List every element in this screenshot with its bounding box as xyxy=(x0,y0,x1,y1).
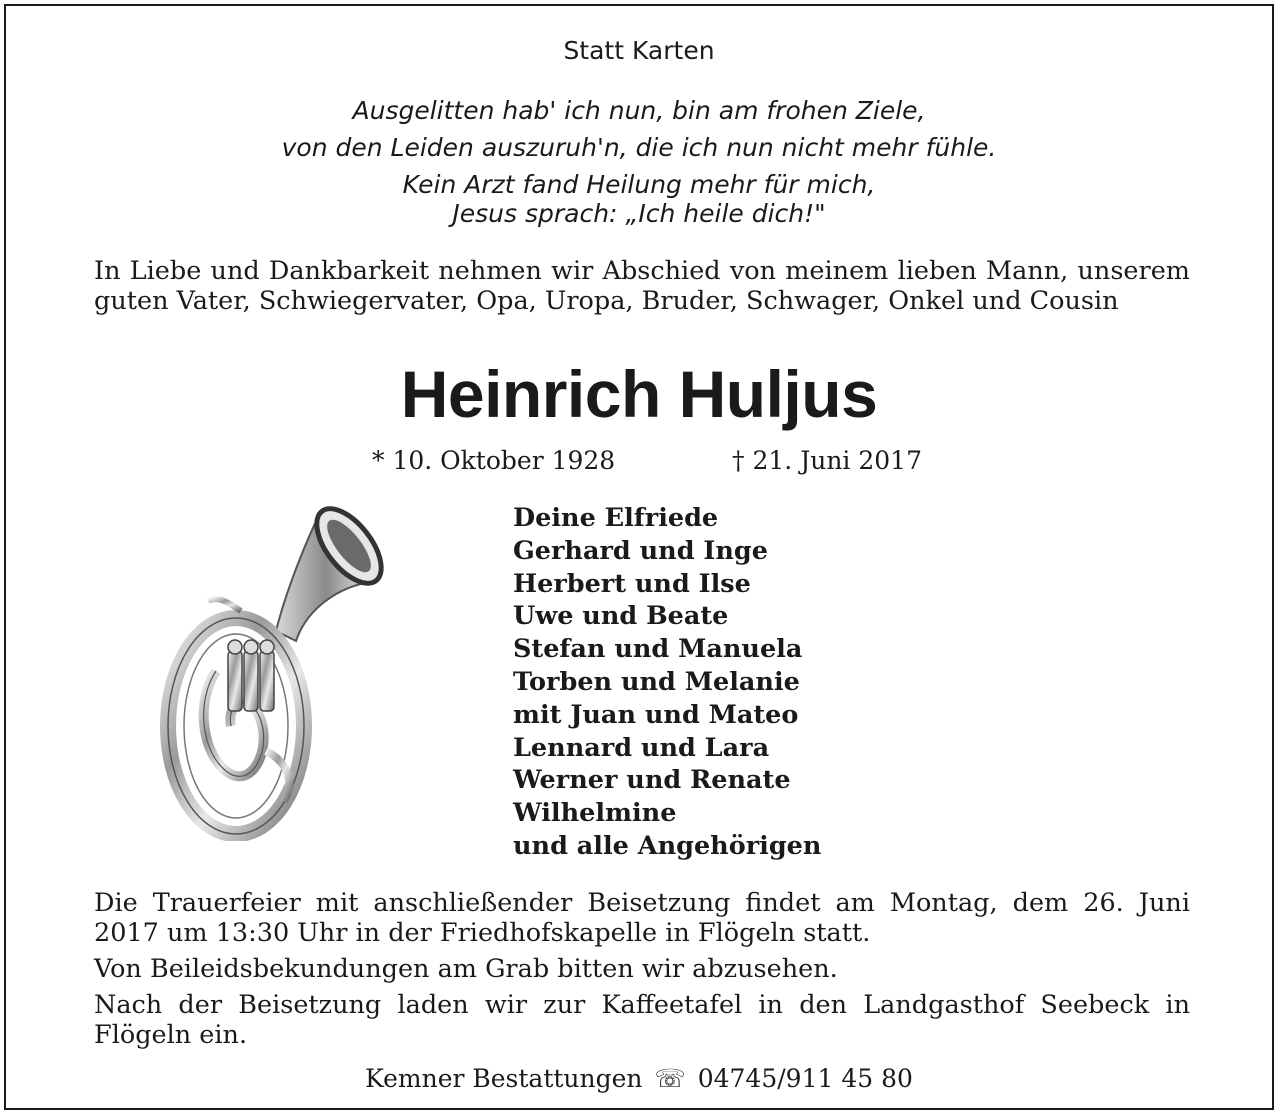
undertaker-footer xyxy=(6,1064,1272,1093)
condolence-note: Von Beileidsbekundungen am Grab bitten wir abzusehen. xyxy=(94,954,838,984)
undertaker-name: Kemner Bestattungen xyxy=(365,1064,643,1093)
mourner-entry: und alle Angehörigen xyxy=(513,830,822,861)
mourner-entry: Herbert und Ilse xyxy=(513,568,751,599)
mourner-entry: Lennard und Lara xyxy=(513,732,770,763)
coffee-invitation: Nach der Beisetzung laden wir zur Kaffeetafel in den Landgasthof Seebeck in Flögeln ein. xyxy=(94,990,1190,1050)
poem xyxy=(6,92,1272,232)
birth-date: * 10. Oktober 1928 xyxy=(372,446,616,475)
mourners-list xyxy=(513,502,821,863)
mourner-entry: Deine Elfriede xyxy=(513,503,719,533)
obituary-notice xyxy=(4,4,1274,1110)
death-date: † 21. Juni 2017 xyxy=(732,446,922,475)
phone-icon: ☏ xyxy=(654,1064,686,1093)
poem-line: Kein Arzt fand Heilung mehr für mich, xyxy=(402,170,876,199)
phone-number: 04745/911 45 80 xyxy=(697,1064,913,1093)
deceased-name: Heinrich Huljus xyxy=(400,357,878,431)
mourner-entry: mit Juan und Mateo xyxy=(513,699,799,730)
mourner-entry: Wilhelmine xyxy=(513,798,677,829)
poem-line: von den Leiden auszuruh'n, die ich nun nicht mehr fühle. xyxy=(281,133,997,162)
header-statt-karten: Statt Karten xyxy=(563,36,715,65)
mourner-entry: Werner und Renate xyxy=(513,765,791,796)
mourner-entry: Uwe und Beate xyxy=(513,601,729,632)
poem-line: Ausgelitten hab' ich nun, bin am frohen Ziele, xyxy=(352,96,926,125)
service-info xyxy=(94,888,1190,1050)
mourner-entry: Torben und Melanie xyxy=(513,666,800,697)
mourner-entry: Stefan und Manuela xyxy=(513,634,803,665)
mourner-entry: Gerhard und Inge xyxy=(513,535,768,566)
tenor-horn-icon xyxy=(156,501,396,841)
intro-text: In Liebe und Dankbarkeit nehmen wir Abschied von meinem lieben Mann, unserem guten Vater, Schwiegervater, Opa, Uropa, Bruder, Schwager, Onkel und Cousin xyxy=(94,256,1190,316)
poem-line: Jesus sprach: „Ich heile dich!" xyxy=(452,199,826,228)
funeral-details: Die Trauerfeier mit anschließender Beisetzung findet am Montag, dem 26. Juni 2017 um 13:30 Uhr in der Friedhofskapelle in Flögeln statt. xyxy=(94,888,1190,948)
